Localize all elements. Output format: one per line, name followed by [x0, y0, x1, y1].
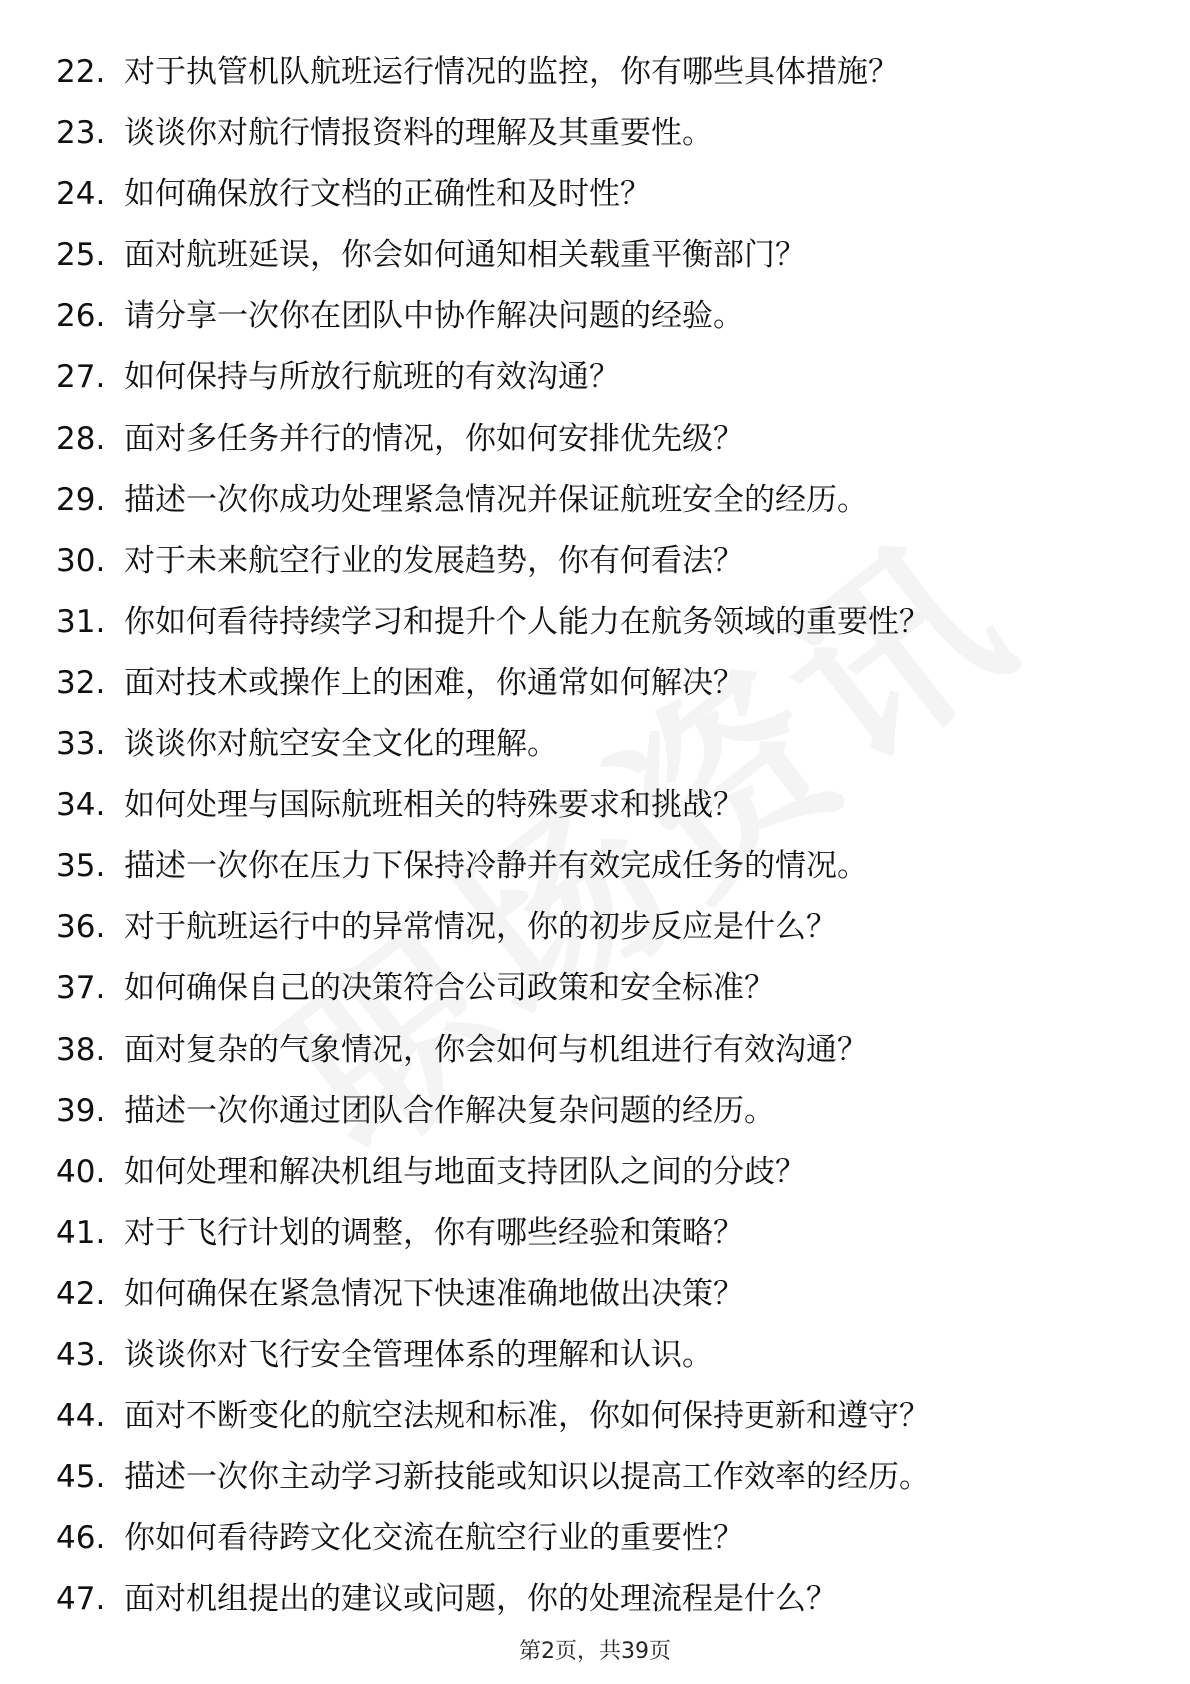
- question-number: 36.: [56, 909, 106, 946]
- question-number: 39.: [56, 1092, 106, 1129]
- question-number: 32.: [56, 664, 106, 701]
- question-text: 对于飞行计划的调整，你有哪些经验和策略？: [124, 1214, 744, 1251]
- question-number: 24.: [56, 176, 106, 213]
- question-text: 面对复杂的气象情况，你会如何与机组进行有效沟通？: [124, 1031, 868, 1068]
- question-number: 35.: [56, 848, 106, 885]
- question-item: [56, 470, 1156, 531]
- question-list: [56, 42, 1156, 1630]
- question-item: [56, 1325, 1156, 1386]
- question-item: [56, 836, 1156, 897]
- question-text: 如何保持与所放行航班的有效沟通？: [124, 359, 620, 396]
- question-item: [56, 225, 1156, 286]
- question-item: [56, 775, 1156, 836]
- question-number: 45.: [56, 1459, 106, 1496]
- question-number: 46.: [56, 1520, 106, 1557]
- question-text: 面对多任务并行的情况，你如何安排优先级？: [124, 420, 744, 457]
- question-number: 33.: [56, 726, 106, 763]
- question-number: 28.: [56, 420, 106, 457]
- question-number: 34.: [56, 787, 106, 824]
- question-number: 43.: [56, 1336, 106, 1373]
- question-text: 谈谈你对航行情报资料的理解及其重要性。: [124, 115, 713, 152]
- question-number: 42.: [56, 1275, 106, 1312]
- question-text: 如何处理与国际航班相关的特殊要求和挑战？: [124, 787, 744, 824]
- question-item: [56, 409, 1156, 470]
- question-item: [56, 1081, 1156, 1142]
- question-number: 23.: [56, 115, 106, 152]
- question-text: 如何确保在紧急情况下快速准确地做出决策？: [124, 1275, 744, 1312]
- question-text: 描述一次你成功处理紧急情况并保证航班安全的经历。: [124, 481, 868, 518]
- question-item: [56, 1142, 1156, 1203]
- question-text: 对于未来航空行业的发展趋势，你有何看法？: [124, 542, 744, 579]
- question-text: 如何处理和解决机组与地面支持团队之间的分歧？: [124, 1153, 806, 1190]
- question-text: 如何确保自己的决策符合公司政策和安全标准？: [124, 970, 775, 1007]
- question-item: [56, 531, 1156, 592]
- question-item: [56, 347, 1156, 408]
- question-text: 对于航班运行中的异常情况，你的初步反应是什么？: [124, 909, 837, 946]
- question-text: 面对机组提出的建议或问题，你的处理流程是什么？: [124, 1581, 837, 1618]
- question-text: 对于执管机队航班运行情况的监控，你有哪些具体措施？: [124, 54, 899, 90]
- question-number: 47.: [56, 1581, 106, 1618]
- question-item: [56, 653, 1156, 714]
- question-item: [56, 103, 1156, 164]
- question-number: 26.: [56, 298, 106, 335]
- question-text: 面对技术或操作上的困难，你通常如何解决？: [124, 664, 744, 701]
- question-text: 你如何看待持续学习和提升个人能力在航务领域的重要性？: [124, 603, 930, 640]
- question-item: [56, 592, 1156, 653]
- question-item: [56, 897, 1156, 958]
- question-item: [56, 1447, 1156, 1508]
- question-item: [56, 286, 1156, 347]
- question-text: 谈谈你对飞行安全管理体系的理解和认识。: [124, 1336, 713, 1373]
- question-text: 描述一次你在压力下保持冷静并有效完成任务的情况。: [124, 848, 868, 885]
- question-item: [56, 1569, 1156, 1630]
- question-number: 31.: [56, 603, 106, 640]
- question-item: [56, 42, 1156, 103]
- question-item: [56, 1264, 1156, 1325]
- question-text: 谈谈你对航空安全文化的理解。: [124, 726, 558, 763]
- question-text: 面对航班延误，你会如何通知相关载重平衡部门？: [124, 237, 806, 274]
- question-number: 30.: [56, 542, 106, 579]
- question-number: 27.: [56, 359, 106, 396]
- question-number: 22.: [56, 54, 106, 90]
- question-item: [56, 1203, 1156, 1264]
- question-item: [56, 958, 1156, 1019]
- question-number: 44.: [56, 1398, 106, 1435]
- question-number: 29.: [56, 481, 106, 518]
- question-text: 请分享一次你在团队中协作解决问题的经验。: [124, 298, 744, 335]
- question-text: 面对不断变化的航空法规和标准，你如何保持更新和遵守？: [124, 1398, 930, 1435]
- question-text: 描述一次你通过团队合作解决复杂问题的经历。: [124, 1092, 775, 1129]
- question-number: 37.: [56, 970, 106, 1007]
- question-number: 38.: [56, 1031, 106, 1068]
- question-item: [56, 1020, 1156, 1081]
- question-text: 你如何看待跨文化交流在航空行业的重要性？: [124, 1520, 744, 1557]
- question-text: 描述一次你主动学习新技能或知识以提高工作效率的经历。: [124, 1459, 930, 1496]
- question-number: 25.: [56, 237, 106, 274]
- question-number: 40.: [56, 1153, 106, 1190]
- question-number: 41.: [56, 1214, 106, 1251]
- page-footer: 第2页，共39页: [519, 1639, 671, 1664]
- question-item: [56, 1386, 1156, 1447]
- question-text: 如何确保放行文档的正确性和及时性？: [124, 176, 651, 213]
- question-item: [56, 714, 1156, 775]
- question-item: [56, 1508, 1156, 1569]
- question-item: [56, 164, 1156, 225]
